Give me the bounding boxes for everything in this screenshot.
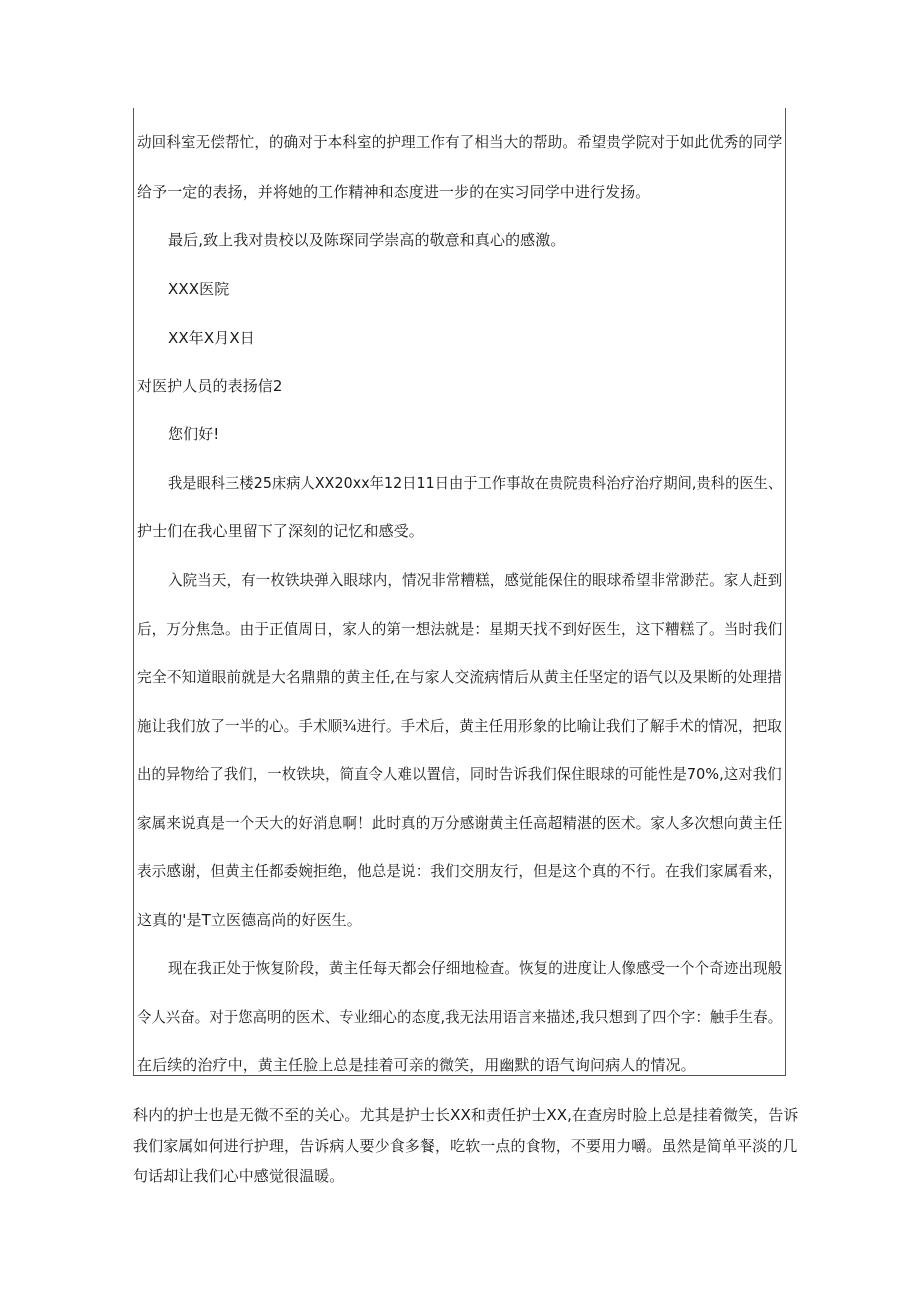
paragraph3-line-2: 令人兴奋。对于您高明的医术、专业细心的态度,我无法用语言来描述,我只想到了四个字：触手生春。 xyxy=(137,1008,783,1026)
paragraph2-line-6: 家属来说真是一个天大的好消息啊！此时真的万分感谢黄主任高超精湛的医术。家人多次想向黄主任 xyxy=(137,814,783,832)
paragraph3-line-1: 现在我正处于恢复阶段，黄主任每天都会仔细地检查。恢复的进度让人像感受一个个奇迹出现般 xyxy=(168,959,783,977)
letter2-title: 对医护人员的表扬信2 xyxy=(137,377,283,395)
letter1-line-1: 动回科室无偿帮忙，的确对于本科室的护理工作有了相当大的帮助。希望贵学院对于如此优秀的同学 xyxy=(137,133,783,151)
paragraph4-line-3: 句话却让我们心中感觉很温暖。 xyxy=(133,1167,345,1185)
paragraph2-line-3: 完全不知道眼前就是大名鼎鼎的黄主任,在与家人交流病情后从黄主任坚定的语气以及果断的处理措 xyxy=(137,668,783,686)
page-frame xyxy=(133,108,786,1076)
paragraph2-line-1: 入院当天，有一枚铁块弹入眼球内，情况非常糟糕，感觉能保住的眼球希望非常渺茫。家人赶到 xyxy=(168,571,783,589)
letter1-signature: XXX医院 xyxy=(168,280,230,298)
letter1-closing: 最后,致上我对贵校以及陈琛同学崇高的敬意和真心的感激。 xyxy=(168,231,566,249)
letter1-date: XX年X月X日 xyxy=(168,329,255,347)
paragraph2-line-7: 表示感谢，但黄主任都委婉拒绝，他总是说：我们交朋友行，但是这个真的不行。在我们家属看来， xyxy=(137,862,783,880)
paragraph2-line-5: 出的异物给了我们，一枚铁块，简直令人难以置信，同时告诉我们保住眼球的可能性是70%,这对我们 xyxy=(137,765,782,783)
paragraph1-line-2: 护士们在我心里留下了深刻的记忆和感受。 xyxy=(137,522,424,540)
letter1-line-2: 给予一定的表扬，并将她的工作精神和态度进一步的在实习同学中进行发扬。 xyxy=(137,183,651,201)
paragraph4-line-1: 科内的护士也是无微不至的关心。尤其是护士长XX和责任护士XX,在查房时脸上总是挂着微笑，告诉 xyxy=(133,1106,799,1124)
paragraph4-line-2: 我们家属如何进行护理，告诉病人要少食多餐，吃软一点的食物，不要用力嚼。虽然是简单平淡的几 xyxy=(133,1137,798,1155)
paragraph1-line-1: 我是眼科三楼25床病人XX20xx年12日11日由于工作事故在贵院贵科治疗治疗期间,贵科的医生、 xyxy=(168,474,783,492)
paragraph2-line-2: 后，万分焦急。由于正值周日，家人的第一想法就是：星期天找不到好医生，这下糟糕了。当时我们 xyxy=(137,620,783,638)
paragraph2-line-4: 施让我们放了一半的心。手术顺¾进行。手术后，黄主任用形象的比喻让我们了解手术的情况，把取 xyxy=(137,717,782,735)
paragraph3-line-3: 在后续的治疗中，黄主任脸上总是挂着可亲的微笑，用幽默的语气询问病人的情况。 xyxy=(137,1056,696,1074)
letter2-greeting: 您们好! xyxy=(168,425,220,443)
paragraph2-line-8: 这真的'是T立医德高尚的好医生。 xyxy=(137,911,362,929)
